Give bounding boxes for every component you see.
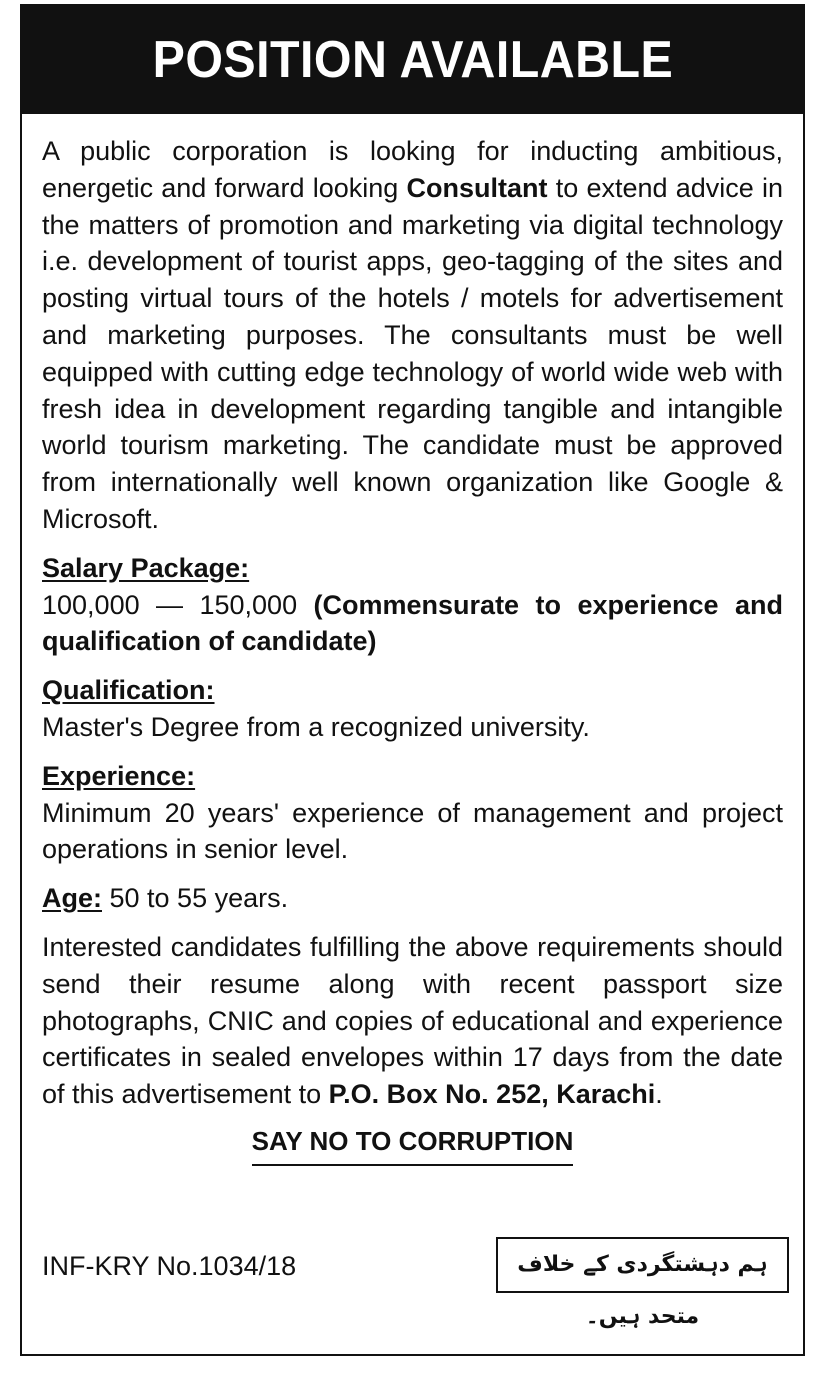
- qualification-heading: Qualification:: [42, 675, 215, 706]
- reference-number: INF-KRY No.1034/18: [42, 1251, 297, 1281]
- advertisement: [20, 4, 805, 1356]
- slogan-text: SAY NO TO CORRUPTION: [252, 1123, 574, 1166]
- title-banner: [22, 6, 803, 114]
- intro-text-2: to extend advice in the matters of promotion and marketing via digital technology i.e. development of tourist apps, geo-tagging of the sites and posting virtual tours of the hotels / motels for advertisement and marketing purposes. The consultants must be well equipped with cutting edge technology of world wide web with fresh idea in development regarding tangible and intangible world tourism marketing. The candidate must be approved from internationally well known organization like Google & Microsoft.: [42, 172, 783, 534]
- salary-note: (Commensurate to experience and qualification of candidate): [42, 589, 783, 657]
- intro-paragraph: [42, 133, 783, 538]
- application-address: P.O. Box No. 252, Karachi: [328, 1079, 656, 1110]
- qualification-text: Master's Degree from a recognized university.: [42, 711, 590, 742]
- ad-body: [42, 133, 783, 1166]
- page-title: POSITION AVAILABLE: [152, 31, 673, 89]
- application-section: [42, 929, 783, 1113]
- salary-heading: Salary Package:: [42, 552, 250, 583]
- experience-section: [42, 758, 783, 868]
- salary-section: [42, 550, 783, 660]
- application-text: Interested candidates fulfilling the above requirements should send their resume along with recent passport size photographs, CNIC and copies of educational and experience certificates in sealed envelopes within 17 days from the date of this advertisement to: [42, 931, 783, 1110]
- application-end: .: [655, 1079, 663, 1110]
- age-text: 50 to 55 years.: [102, 883, 289, 914]
- age-heading: Age:: [42, 883, 102, 914]
- salary-range: 100,000 — 150,000: [42, 589, 314, 620]
- intro-position: Consultant: [406, 172, 548, 203]
- application-paragraph: [42, 929, 783, 1113]
- qualification-section: [42, 672, 783, 746]
- footer: [42, 1237, 783, 1329]
- experience-text: Minimum 20 years' experience of management and project operations in senior level.: [42, 797, 783, 865]
- slogan: [42, 1123, 783, 1166]
- age-section: [42, 880, 783, 917]
- experience-heading: Experience:: [42, 760, 196, 791]
- urdu-slogan-box: ہم دہشتگردی کے خلاف متحد ہیں۔: [496, 1237, 789, 1293]
- salary-text: [42, 587, 783, 661]
- intro-text-1: A public corporation is looking for inducting ambitious, energetic and forward looking: [42, 136, 783, 203]
